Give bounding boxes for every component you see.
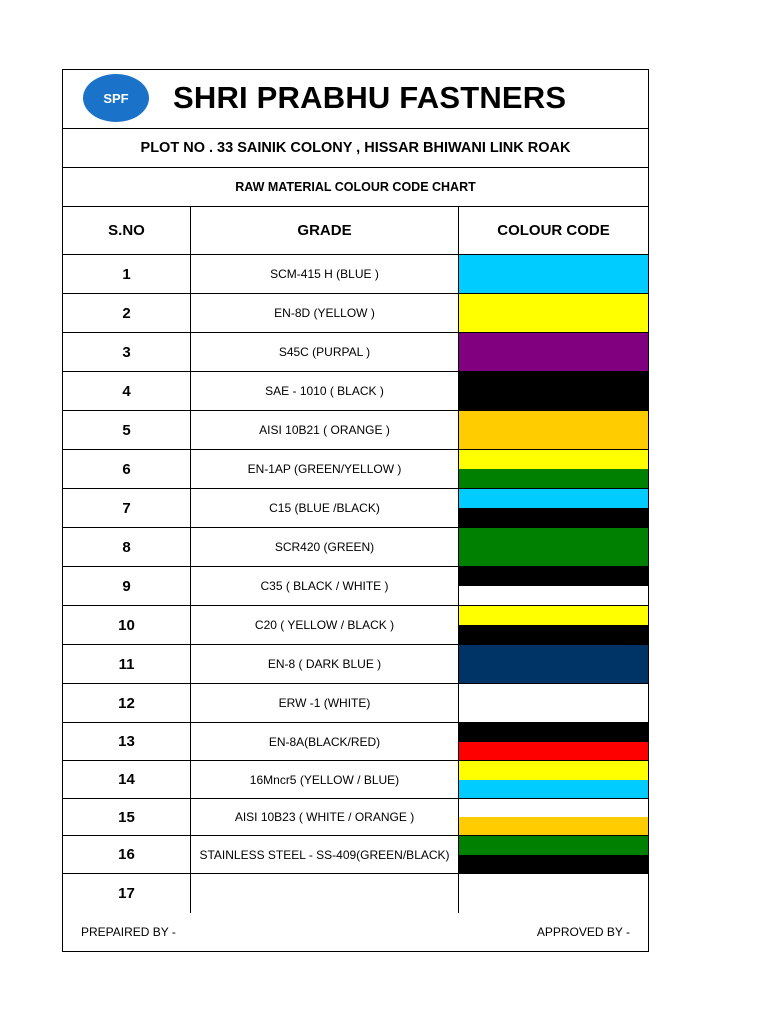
colour-band <box>459 817 648 835</box>
row-grade: EN-8 ( DARK BLUE ) <box>191 645 459 683</box>
row-sno: 10 <box>63 606 191 644</box>
row-grade: C35 ( BLACK / WHITE ) <box>191 567 459 605</box>
column-header-sno: S.NO <box>63 207 191 254</box>
row-sno: 8 <box>63 528 191 566</box>
row-grade: STAINLESS STEEL - SS-409(GREEN/BLACK) <box>191 836 459 873</box>
table-row <box>63 567 648 606</box>
approved-by-label: APPROVED BY - <box>536 925 630 939</box>
colour-code-sheet <box>62 69 649 952</box>
row-sno: 11 <box>63 645 191 683</box>
colour-band <box>459 723 648 742</box>
row-grade: EN-1AP (GREEN/YELLOW ) <box>191 450 459 488</box>
row-colour-swatch <box>459 450 648 488</box>
row-colour-swatch <box>459 606 648 644</box>
colour-band <box>459 874 648 913</box>
company-header <box>63 70 648 129</box>
row-colour-swatch <box>459 645 648 683</box>
table-row <box>63 645 648 684</box>
row-colour-swatch <box>459 836 648 873</box>
table-header <box>63 207 648 255</box>
row-sno: 4 <box>63 372 191 410</box>
row-grade <box>191 874 459 913</box>
row-grade: SAE - 1010 ( BLACK ) <box>191 372 459 410</box>
table-row <box>63 761 648 799</box>
row-grade: ERW -1 (WHITE) <box>191 684 459 722</box>
row-colour-swatch <box>459 255 648 293</box>
row-colour-swatch <box>459 567 648 605</box>
company-name: SHRI PRABHU FASTNERS <box>173 80 567 115</box>
row-sno: 12 <box>63 684 191 722</box>
colour-band <box>459 761 648 780</box>
row-grade: EN-8D (YELLOW ) <box>191 294 459 332</box>
row-colour-swatch <box>459 528 648 566</box>
row-sno: 9 <box>63 567 191 605</box>
row-colour-swatch <box>459 761 648 798</box>
table-row <box>63 294 648 333</box>
table-row <box>63 606 648 645</box>
row-colour-swatch <box>459 489 648 527</box>
row-sno: 17 <box>63 874 191 913</box>
table-row <box>63 411 648 450</box>
table-row <box>63 684 648 723</box>
sign-off-footer <box>63 913 648 951</box>
colour-band <box>459 799 648 817</box>
colour-band <box>459 372 648 410</box>
colour-band <box>459 855 648 874</box>
row-colour-swatch <box>459 294 648 332</box>
row-sno: 14 <box>63 761 191 798</box>
table-row <box>63 723 648 761</box>
row-grade: SCM-415 H (BLUE ) <box>191 255 459 293</box>
row-sno: 1 <box>63 255 191 293</box>
colour-band <box>459 684 648 722</box>
table-row <box>63 333 648 372</box>
table-row <box>63 372 648 411</box>
colour-band <box>459 625 648 644</box>
row-sno: 5 <box>63 411 191 449</box>
row-grade: C15 (BLUE /BLACK) <box>191 489 459 527</box>
row-sno: 7 <box>63 489 191 527</box>
row-sno: 3 <box>63 333 191 371</box>
row-colour-swatch <box>459 874 648 913</box>
prepared-by-label: PREPAIRED BY - <box>81 925 176 939</box>
row-sno: 16 <box>63 836 191 873</box>
row-grade: C20 ( YELLOW / BLACK ) <box>191 606 459 644</box>
colour-band <box>459 411 648 449</box>
colour-band <box>459 836 648 855</box>
colour-band <box>459 586 648 605</box>
column-header-grade: GRADE <box>191 207 459 254</box>
table-body <box>63 255 648 913</box>
row-grade: EN-8A(BLACK/RED) <box>191 723 459 760</box>
colour-band <box>459 489 648 508</box>
table-row <box>63 489 648 528</box>
colour-band <box>459 333 648 371</box>
row-colour-swatch <box>459 684 648 722</box>
company-address: PLOT NO . 33 SAINIK COLONY , HISSAR BHIWANI LINK ROAK <box>63 129 648 168</box>
row-colour-swatch <box>459 333 648 371</box>
colour-band <box>459 645 648 683</box>
colour-band <box>459 469 648 488</box>
table-row <box>63 255 648 294</box>
logo-text: SPF <box>103 90 129 106</box>
row-grade: 16Mncr5 (YELLOW / BLUE) <box>191 761 459 798</box>
row-grade: AISI 10B23 ( WHITE / ORANGE ) <box>191 799 459 835</box>
chart-subtitle: RAW MATERIAL COLOUR CODE CHART <box>63 168 648 207</box>
colour-band <box>459 450 648 469</box>
company-logo <box>83 74 149 122</box>
row-sno: 2 <box>63 294 191 332</box>
colour-band <box>459 294 648 332</box>
row-sno: 15 <box>63 799 191 835</box>
row-grade: SCR420 (GREEN) <box>191 528 459 566</box>
row-colour-swatch <box>459 372 648 410</box>
row-grade: S45C (PURPAL ) <box>191 333 459 371</box>
row-grade: AISI 10B21 ( ORANGE ) <box>191 411 459 449</box>
row-sno: 6 <box>63 450 191 488</box>
table-row <box>63 836 648 874</box>
row-colour-swatch <box>459 723 648 760</box>
row-sno: 13 <box>63 723 191 760</box>
table-row <box>63 450 648 489</box>
colour-band <box>459 567 648 586</box>
column-header-colour-code: COLOUR CODE <box>497 222 610 239</box>
colour-band <box>459 606 648 625</box>
table-row <box>63 799 648 836</box>
colour-band <box>459 508 648 527</box>
colour-band <box>459 780 648 799</box>
colour-band <box>459 742 648 761</box>
colour-band <box>459 528 648 566</box>
colour-band <box>459 255 648 293</box>
table-row <box>63 528 648 567</box>
row-colour-swatch <box>459 411 648 449</box>
table-row <box>63 874 648 913</box>
row-colour-swatch <box>459 799 648 835</box>
